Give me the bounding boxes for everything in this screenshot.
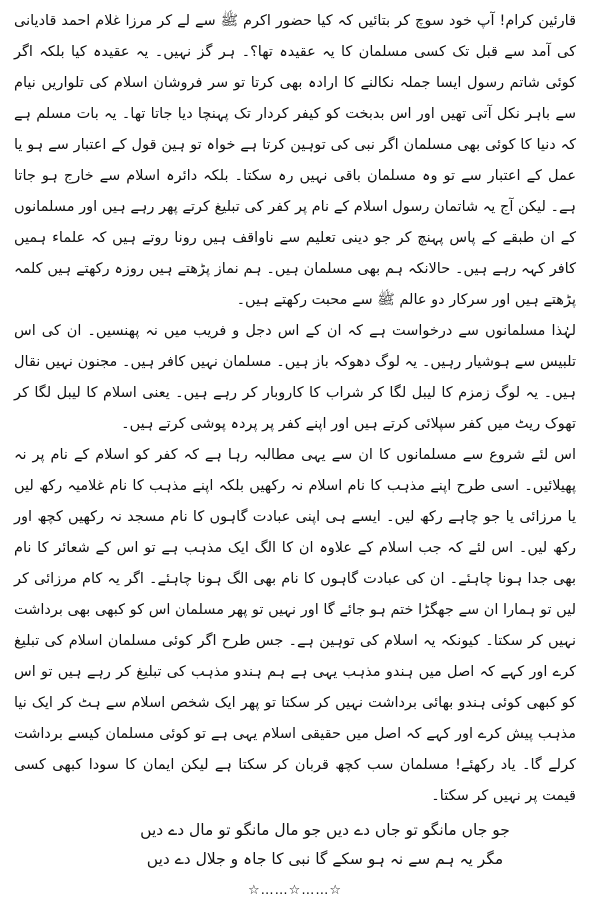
- star-separator: ☆……☆……☆: [248, 883, 342, 898]
- poetry-couplet: [14, 816, 576, 874]
- paragraph-warning: لہٰذا مسلمانوں سے درخواست ہے کہ ان کے اس دجل و فریب میں نہ پھنسیں۔ ان کی اس تلبیس سے ہوشیار رہیں۔ یہ لوگ دھوکہ باز ہیں۔ مسلمان نہیں کافر ہیں۔ مجنون نہیں نقال ہیں۔ یہ لوگ زمزم کا لیبل لگا کر شراب کا کاروبار کر رہے ہیں۔ یعنی اسلام کا لیبل لگا کر تھوک ریٹ میں کفر سپلائی کرتے ہیں اور اپنے کفر پر پردہ پوشی کرتے ہیں۔: [14, 323, 576, 432]
- couplet-line-1: جو جاں مانگو تو جاں دے دیں جو مال مانگو تو مال دے دیں: [140, 821, 510, 839]
- paragraph-demand: اس لئے شروع سے مسلمانوں کا ان سے یہی مطالبہ رہا ہے کہ کفر کو اسلام کے نام پر نہ پھیلائیں۔ اسی طرح اپنے مذہب کا نام اسلام نہ رکھیں بلکہ اپنے مذہب کا نام غلامیہ رکھ لیں یا مرزائی یا جو چاہے رکھ لیں۔ ایسے ہی اپنی عبادت گاہوں کا نام مسجد نہ رکھیں کچھ اور رکھ لیں۔ اس لئے کہ جب اسلام کے علاوہ ان کا الگ ایک مذہب ہے تو اس کے شعائر کا نام بھی جدا ہونا چاہئے۔ ان کی عبادت گاہوں کا نام بھی الگ ہونا چاہئے۔ اگر یہ کام مرزائی کر لیں تو ہمارا ان سے جھگڑا ختم ہو جائے گا اور نہیں تو پھر مسلمان اس کو کبھی بھی برداشت نہیں کر سکتا۔ کیونکہ یہ اسلام کی توہین ہے۔ جس طرح اگر کوئی مسلمان اسلام کی تبلیغ کرے اور کہے کہ اصل میں ہندو مذہب یہی ہے ہم ہندو مذہب کی تبلیغ کر رہے ہیں تو اس کو کبھی کوئی ہندو بھائی برداشت نہیں کر سکتا تو پھر ایک شخص اسلام سے ہٹ کر ایک نیا مذہب پیش کرے اور کہے کہ اصل میں حقیقی اسلام یہی ہے تو کوئی مسلمان کیسے برداشت کرلے گا۔ یاد رکھئے! مسلمان سب کچھ قربان کر سکتا ہے لیکن ایمان کا سودا کبھی کسی قیمت پر نہیں کر سکتا۔: [14, 447, 576, 804]
- paragraph-intro: قارئین کرام! آپ خود سوچ کر بتائیں کہ کیا حضور اکرم ﷺ سے لے کر مرزا غلام احمد قادیانی کی آمد سے قبل تک کسی مسلمان کا یہ عقیدہ تھا؟۔ ہر گز نہیں۔ یہ عقیدہ کیا بلکہ اگر کوئی شاتم رسول ایسا جملہ نکالنے کا ارادہ بھی کرتا تو سر فروشان اسلام کی تلواریں نیام سے باہر نکل آتی تھیں اور اس بدبخت کو کیفر کردار تک پہنچا دیا جاتا تھا۔ یہ بات مسلم ہے کہ دنیا کا کوئی بھی مسلمان اگر نبی کی توہین کرتا ہے خواہ تو ہین قول کے اعتبار سے ہو یا عمل کے اعتبار سے تو وہ مسلمان باقی نہیں رہ سکتا۔ بلکہ دائرہ اسلام سے خارج ہو جاتا ہے۔ لیکن آج یہ شاتمان رسول اسلام کے نام پر کفر کی تبلیغ کرتے پھر رہے ہیں اور مسلمانوں کے ان طبقے کے پاس پہنچ کر جو دینی تعلیم سے ناواقف ہیں رونا روتے ہیں کہ علماء ہمیں کافر کہہ رہے ہیں۔ حالانکہ ہم بھی مسلمان ہیں۔ ہم نماز پڑھتے ہیں روزہ رکھتے ہیں کلمہ پڑھتے ہیں اور سرکار دو عالم ﷺ سے محبت رکھتے ہیں۔: [14, 13, 576, 308]
- couplet-line-2: مگر یہ ہم سے نہ ہو سکے گا نبی کا جاہ و جلال دے دیں: [146, 850, 504, 868]
